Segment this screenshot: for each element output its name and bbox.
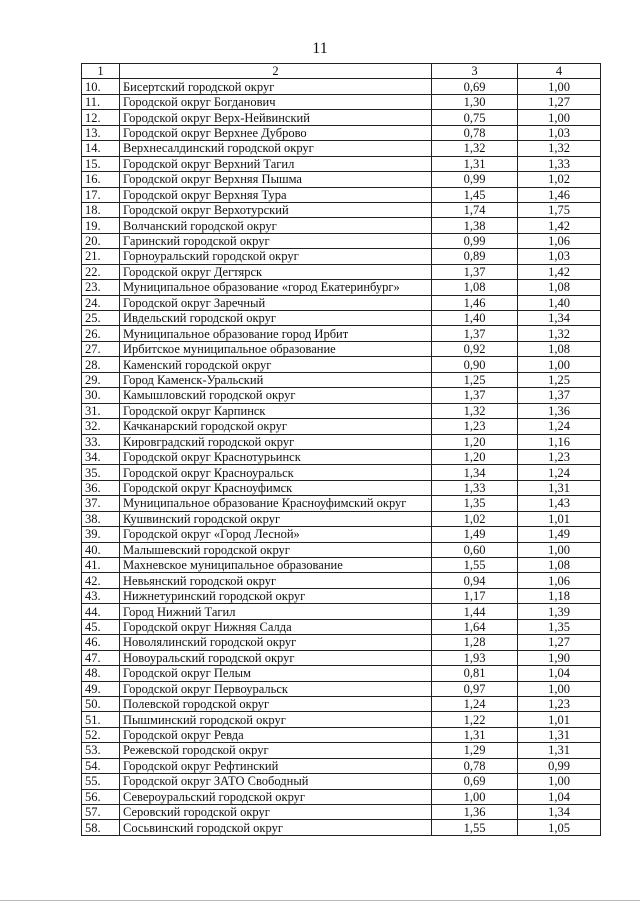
row-number-cell: 14. bbox=[82, 141, 120, 156]
municipality-name-cell: Сосьвинский городской округ bbox=[120, 820, 432, 835]
column-3-value-cell: 1,37 bbox=[432, 264, 518, 279]
table-row bbox=[82, 172, 601, 187]
municipality-name-cell: Городской округ Верхнее Дуброво bbox=[120, 125, 432, 140]
column-header: 1 bbox=[82, 64, 120, 79]
table-row bbox=[82, 311, 601, 326]
column-3-value-cell: 1,46 bbox=[432, 295, 518, 310]
municipality-name-cell: Бисертский городской округ bbox=[120, 79, 432, 94]
row-number-cell: 26. bbox=[82, 326, 120, 341]
table-row bbox=[82, 542, 601, 557]
table-row bbox=[82, 820, 601, 835]
table-row bbox=[82, 403, 601, 418]
column-4-value-cell: 1,00 bbox=[518, 110, 601, 125]
table-row bbox=[82, 465, 601, 480]
table-row bbox=[82, 187, 601, 202]
column-3-value-cell: 0,75 bbox=[432, 110, 518, 125]
table-row bbox=[82, 434, 601, 449]
column-3-value-cell: 1,23 bbox=[432, 419, 518, 434]
municipality-name-cell: Невьянский городской округ bbox=[120, 573, 432, 588]
municipality-name-cell: Малышевский городской округ bbox=[120, 542, 432, 557]
row-number-cell: 51. bbox=[82, 712, 120, 727]
row-number-cell: 17. bbox=[82, 187, 120, 202]
municipality-name-cell: Кировградский городской округ bbox=[120, 434, 432, 449]
row-number-cell: 49. bbox=[82, 681, 120, 696]
column-4-value-cell: 1,39 bbox=[518, 604, 601, 619]
column-4-value-cell: 1,03 bbox=[518, 125, 601, 140]
column-4-value-cell: 1,43 bbox=[518, 496, 601, 511]
table-row bbox=[82, 94, 601, 109]
column-3-value-cell: 0,97 bbox=[432, 681, 518, 696]
column-4-value-cell: 1,01 bbox=[518, 511, 601, 526]
column-4-value-cell: 1,32 bbox=[518, 141, 601, 156]
municipality-name-cell: Городской округ Верхний Тагил bbox=[120, 156, 432, 171]
column-3-value-cell: 0,69 bbox=[432, 79, 518, 94]
municipality-name-cell: Муниципальное образование город Ирбит bbox=[120, 326, 432, 341]
municipality-name-cell: Гаринский городской округ bbox=[120, 233, 432, 248]
page-number: 11 bbox=[312, 40, 328, 57]
municipality-name-cell: Городской округ Богданович bbox=[120, 94, 432, 109]
table-row bbox=[82, 295, 601, 310]
table-row bbox=[82, 573, 601, 588]
column-3-value-cell: 1,37 bbox=[432, 326, 518, 341]
column-4-value-cell: 1,46 bbox=[518, 187, 601, 202]
municipality-name-cell: Верхнесалдинский городской округ bbox=[120, 141, 432, 156]
municipality-name-cell: Новоуральский городской округ bbox=[120, 650, 432, 665]
column-4-value-cell: 1,35 bbox=[518, 619, 601, 634]
column-4-value-cell: 1,33 bbox=[518, 156, 601, 171]
column-4-value-cell: 1,18 bbox=[518, 588, 601, 603]
municipality-name-cell: Городской округ Верхотурский bbox=[120, 202, 432, 217]
table-row bbox=[82, 666, 601, 681]
row-number-cell: 34. bbox=[82, 449, 120, 464]
column-3-value-cell: 1,37 bbox=[432, 388, 518, 403]
table-row bbox=[82, 496, 601, 511]
column-3-value-cell: 1,24 bbox=[432, 696, 518, 711]
municipality-name-cell: Городской округ Верх-Нейвинский bbox=[120, 110, 432, 125]
column-4-value-cell: 1,04 bbox=[518, 666, 601, 681]
column-3-value-cell: 1,55 bbox=[432, 558, 518, 573]
row-number-cell: 23. bbox=[82, 280, 120, 295]
column-3-value-cell: 1,32 bbox=[432, 403, 518, 418]
column-4-value-cell: 1,06 bbox=[518, 233, 601, 248]
column-3-value-cell: 0,81 bbox=[432, 666, 518, 681]
column-3-value-cell: 1,35 bbox=[432, 496, 518, 511]
row-number-cell: 22. bbox=[82, 264, 120, 279]
table-row bbox=[82, 527, 601, 542]
column-4-value-cell: 1,27 bbox=[518, 94, 601, 109]
column-3-value-cell: 1,17 bbox=[432, 588, 518, 603]
municipality-name-cell: Волчанский городской округ bbox=[120, 218, 432, 233]
municipality-name-cell: Городской округ Дегтярск bbox=[120, 264, 432, 279]
column-3-value-cell: 0,90 bbox=[432, 357, 518, 372]
column-3-value-cell: 1,36 bbox=[432, 805, 518, 820]
row-number-cell: 41. bbox=[82, 558, 120, 573]
row-number-cell: 57. bbox=[82, 805, 120, 820]
row-number-cell: 44. bbox=[82, 604, 120, 619]
page-bottom-edge bbox=[0, 900, 640, 901]
municipality-name-cell: Городской округ Верхняя Тура bbox=[120, 187, 432, 202]
municipality-name-cell: Серовский городской округ bbox=[120, 805, 432, 820]
municipality-name-cell: Горноуральский городской округ bbox=[120, 249, 432, 264]
municipality-name-cell: Каменский городской округ bbox=[120, 357, 432, 372]
column-3-value-cell: 0,78 bbox=[432, 758, 518, 773]
municipality-name-cell: Городской округ «Город Лесной» bbox=[120, 527, 432, 542]
table-row bbox=[82, 125, 601, 140]
column-3-value-cell: 1,31 bbox=[432, 727, 518, 742]
table-row bbox=[82, 650, 601, 665]
municipality-name-cell: Махневское муниципальное образование bbox=[120, 558, 432, 573]
column-4-value-cell: 1,24 bbox=[518, 465, 601, 480]
municipality-name-cell: Городской округ Первоуральск bbox=[120, 681, 432, 696]
table-row bbox=[82, 696, 601, 711]
row-number-cell: 39. bbox=[82, 527, 120, 542]
column-3-value-cell: 1,64 bbox=[432, 619, 518, 634]
column-3-value-cell: 1,30 bbox=[432, 94, 518, 109]
table-row bbox=[82, 681, 601, 696]
column-4-value-cell: 1,25 bbox=[518, 372, 601, 387]
column-4-value-cell: 1,23 bbox=[518, 449, 601, 464]
table-row bbox=[82, 774, 601, 789]
row-number-cell: 13. bbox=[82, 125, 120, 140]
column-3-value-cell: 0,92 bbox=[432, 341, 518, 356]
column-3-value-cell: 1,20 bbox=[432, 449, 518, 464]
municipality-name-cell: Городской округ Краснотурьинск bbox=[120, 449, 432, 464]
column-3-value-cell: 1,02 bbox=[432, 511, 518, 526]
column-4-value-cell: 1,40 bbox=[518, 295, 601, 310]
table-row bbox=[82, 635, 601, 650]
column-4-value-cell: 1,31 bbox=[518, 727, 601, 742]
column-3-value-cell: 1,25 bbox=[432, 372, 518, 387]
row-number-cell: 56. bbox=[82, 789, 120, 804]
column-3-value-cell: 0,99 bbox=[432, 172, 518, 187]
row-number-cell: 29. bbox=[82, 372, 120, 387]
municipality-name-cell: Городской округ Рефтинский bbox=[120, 758, 432, 773]
row-number-cell: 21. bbox=[82, 249, 120, 264]
column-4-value-cell: 1,24 bbox=[518, 419, 601, 434]
column-4-value-cell: 1,08 bbox=[518, 341, 601, 356]
row-number-cell: 50. bbox=[82, 696, 120, 711]
row-number-cell: 42. bbox=[82, 573, 120, 588]
column-3-value-cell: 1,08 bbox=[432, 280, 518, 295]
row-number-cell: 33. bbox=[82, 434, 120, 449]
row-number-cell: 28. bbox=[82, 357, 120, 372]
table-row bbox=[82, 743, 601, 758]
table-row bbox=[82, 357, 601, 372]
column-3-value-cell: 1,38 bbox=[432, 218, 518, 233]
row-number-cell: 48. bbox=[82, 666, 120, 681]
municipality-name-cell: Город Нижний Тагил bbox=[120, 604, 432, 619]
column-3-value-cell: 0,99 bbox=[432, 233, 518, 248]
row-number-cell: 52. bbox=[82, 727, 120, 742]
row-number-cell: 54. bbox=[82, 758, 120, 773]
table-row bbox=[82, 110, 601, 125]
table-row bbox=[82, 727, 601, 742]
column-header: 3 bbox=[432, 64, 518, 79]
column-4-value-cell: 1,36 bbox=[518, 403, 601, 418]
table-header-row bbox=[82, 64, 601, 79]
column-4-value-cell: 1,01 bbox=[518, 712, 601, 727]
row-number-cell: 35. bbox=[82, 465, 120, 480]
column-4-value-cell: 1,03 bbox=[518, 249, 601, 264]
column-4-value-cell: 1,00 bbox=[518, 542, 601, 557]
column-3-value-cell: 1,28 bbox=[432, 635, 518, 650]
column-4-value-cell: 1,00 bbox=[518, 79, 601, 94]
table-row bbox=[82, 419, 601, 434]
column-4-value-cell: 1,06 bbox=[518, 573, 601, 588]
municipality-name-cell: Муниципальное образование Красноуфимский округ bbox=[120, 496, 432, 511]
row-number-cell: 12. bbox=[82, 110, 120, 125]
row-number-cell: 11. bbox=[82, 94, 120, 109]
column-3-value-cell: 1,74 bbox=[432, 202, 518, 217]
row-number-cell: 18. bbox=[82, 202, 120, 217]
row-number-cell: 16. bbox=[82, 172, 120, 187]
row-number-cell: 45. bbox=[82, 619, 120, 634]
column-3-value-cell: 1,34 bbox=[432, 465, 518, 480]
table-row bbox=[82, 558, 601, 573]
table-row bbox=[82, 789, 601, 804]
row-number-cell: 37. bbox=[82, 496, 120, 511]
column-4-value-cell: 1,08 bbox=[518, 558, 601, 573]
column-3-value-cell: 1,29 bbox=[432, 743, 518, 758]
column-3-value-cell: 1,44 bbox=[432, 604, 518, 619]
column-3-value-cell: 1,00 bbox=[432, 789, 518, 804]
row-number-cell: 19. bbox=[82, 218, 120, 233]
column-4-value-cell: 1,34 bbox=[518, 311, 601, 326]
table-row bbox=[82, 141, 601, 156]
column-4-value-cell: 1,42 bbox=[518, 264, 601, 279]
row-number-cell: 10. bbox=[82, 79, 120, 94]
table-row bbox=[82, 604, 601, 619]
municipality-name-cell: Камышловский городской округ bbox=[120, 388, 432, 403]
table-row bbox=[82, 388, 601, 403]
municipality-name-cell: Городской округ Пелым bbox=[120, 666, 432, 681]
table-row bbox=[82, 712, 601, 727]
column-4-value-cell: 1,00 bbox=[518, 357, 601, 372]
table-row bbox=[82, 156, 601, 171]
column-3-value-cell: 1,93 bbox=[432, 650, 518, 665]
column-3-value-cell: 1,45 bbox=[432, 187, 518, 202]
column-4-value-cell: 1,90 bbox=[518, 650, 601, 665]
municipality-name-cell: Городской округ Нижняя Салда bbox=[120, 619, 432, 634]
table-row bbox=[82, 758, 601, 773]
column-3-value-cell: 1,49 bbox=[432, 527, 518, 542]
column-4-value-cell: 1,34 bbox=[518, 805, 601, 820]
municipality-name-cell: Городской округ Красноуфимск bbox=[120, 480, 432, 495]
column-4-value-cell: 0,99 bbox=[518, 758, 601, 773]
municipality-name-cell: Городской округ ЗАТО Свободный bbox=[120, 774, 432, 789]
municipality-name-cell: Городской округ Верхняя Пышма bbox=[120, 172, 432, 187]
column-4-value-cell: 1,02 bbox=[518, 172, 601, 187]
row-number-cell: 55. bbox=[82, 774, 120, 789]
municipality-name-cell: Ирбитское муниципальное образование bbox=[120, 341, 432, 356]
column-3-value-cell: 0,89 bbox=[432, 249, 518, 264]
municipality-name-cell: Североуральский городской округ bbox=[120, 789, 432, 804]
column-4-value-cell: 1,32 bbox=[518, 326, 601, 341]
column-3-value-cell: 0,78 bbox=[432, 125, 518, 140]
column-4-value-cell: 1,31 bbox=[518, 743, 601, 758]
coefficients-table bbox=[81, 63, 601, 836]
municipality-name-cell: Качканарский городской округ bbox=[120, 419, 432, 434]
row-number-cell: 53. bbox=[82, 743, 120, 758]
column-3-value-cell: 0,69 bbox=[432, 774, 518, 789]
table-row bbox=[82, 805, 601, 820]
table-row bbox=[82, 202, 601, 217]
municipality-name-cell: Городской округ Карпинск bbox=[120, 403, 432, 418]
column-4-value-cell: 1,04 bbox=[518, 789, 601, 804]
row-number-cell: 24. bbox=[82, 295, 120, 310]
row-number-cell: 25. bbox=[82, 311, 120, 326]
table-row bbox=[82, 341, 601, 356]
table-row bbox=[82, 264, 601, 279]
column-3-value-cell: 1,40 bbox=[432, 311, 518, 326]
row-number-cell: 32. bbox=[82, 419, 120, 434]
municipality-name-cell: Ивдельский городской округ bbox=[120, 311, 432, 326]
column-3-value-cell: 1,22 bbox=[432, 712, 518, 727]
column-3-value-cell: 0,94 bbox=[432, 573, 518, 588]
table-body bbox=[82, 79, 601, 835]
column-header: 4 bbox=[518, 64, 601, 79]
municipality-name-cell: Городской округ Ревда bbox=[120, 727, 432, 742]
row-number-cell: 27. bbox=[82, 341, 120, 356]
row-number-cell: 40. bbox=[82, 542, 120, 557]
table-row bbox=[82, 511, 601, 526]
column-4-value-cell: 1,42 bbox=[518, 218, 601, 233]
column-3-value-cell: 0,60 bbox=[432, 542, 518, 557]
table-row bbox=[82, 588, 601, 603]
column-3-value-cell: 1,31 bbox=[432, 156, 518, 171]
municipality-name-cell: Новолялинский городской округ bbox=[120, 635, 432, 650]
table-row bbox=[82, 449, 601, 464]
column-4-value-cell: 1,00 bbox=[518, 774, 601, 789]
table-row bbox=[82, 326, 601, 341]
municipality-name-cell: Полевской городской округ bbox=[120, 696, 432, 711]
row-number-cell: 38. bbox=[82, 511, 120, 526]
column-4-value-cell: 1,05 bbox=[518, 820, 601, 835]
municipality-name-cell: Городской округ Заречный bbox=[120, 295, 432, 310]
column-4-value-cell: 1,37 bbox=[518, 388, 601, 403]
table-row bbox=[82, 233, 601, 248]
table-row bbox=[82, 249, 601, 264]
row-number-cell: 30. bbox=[82, 388, 120, 403]
row-number-cell: 58. bbox=[82, 820, 120, 835]
municipality-name-cell: Городской округ Красноуральск bbox=[120, 465, 432, 480]
column-header: 2 bbox=[120, 64, 432, 79]
column-3-value-cell: 1,55 bbox=[432, 820, 518, 835]
column-4-value-cell: 1,75 bbox=[518, 202, 601, 217]
row-number-cell: 15. bbox=[82, 156, 120, 171]
column-4-value-cell: 1,27 bbox=[518, 635, 601, 650]
table-row bbox=[82, 280, 601, 295]
table-row bbox=[82, 79, 601, 94]
municipality-name-cell: Муниципальное образование «город Екатеринбург» bbox=[120, 280, 432, 295]
column-4-value-cell: 1,49 bbox=[518, 527, 601, 542]
table-row bbox=[82, 480, 601, 495]
column-3-value-cell: 1,20 bbox=[432, 434, 518, 449]
municipality-name-cell: Город Каменск-Уральский bbox=[120, 372, 432, 387]
column-4-value-cell: 1,16 bbox=[518, 434, 601, 449]
municipality-name-cell: Кушвинский городской округ bbox=[120, 511, 432, 526]
municipality-name-cell: Нижнетуринский городской округ bbox=[120, 588, 432, 603]
column-4-value-cell: 1,31 bbox=[518, 480, 601, 495]
row-number-cell: 31. bbox=[82, 403, 120, 418]
column-3-value-cell: 1,33 bbox=[432, 480, 518, 495]
row-number-cell: 43. bbox=[82, 588, 120, 603]
row-number-cell: 47. bbox=[82, 650, 120, 665]
column-4-value-cell: 1,23 bbox=[518, 696, 601, 711]
table-row bbox=[82, 619, 601, 634]
column-4-value-cell: 1,00 bbox=[518, 681, 601, 696]
row-number-cell: 20. bbox=[82, 233, 120, 248]
column-3-value-cell: 1,32 bbox=[432, 141, 518, 156]
table-row bbox=[82, 218, 601, 233]
row-number-cell: 36. bbox=[82, 480, 120, 495]
municipality-name-cell: Пышминский городской округ bbox=[120, 712, 432, 727]
municipality-name-cell: Режевской городской округ bbox=[120, 743, 432, 758]
row-number-cell: 46. bbox=[82, 635, 120, 650]
table-row bbox=[82, 372, 601, 387]
column-4-value-cell: 1,08 bbox=[518, 280, 601, 295]
